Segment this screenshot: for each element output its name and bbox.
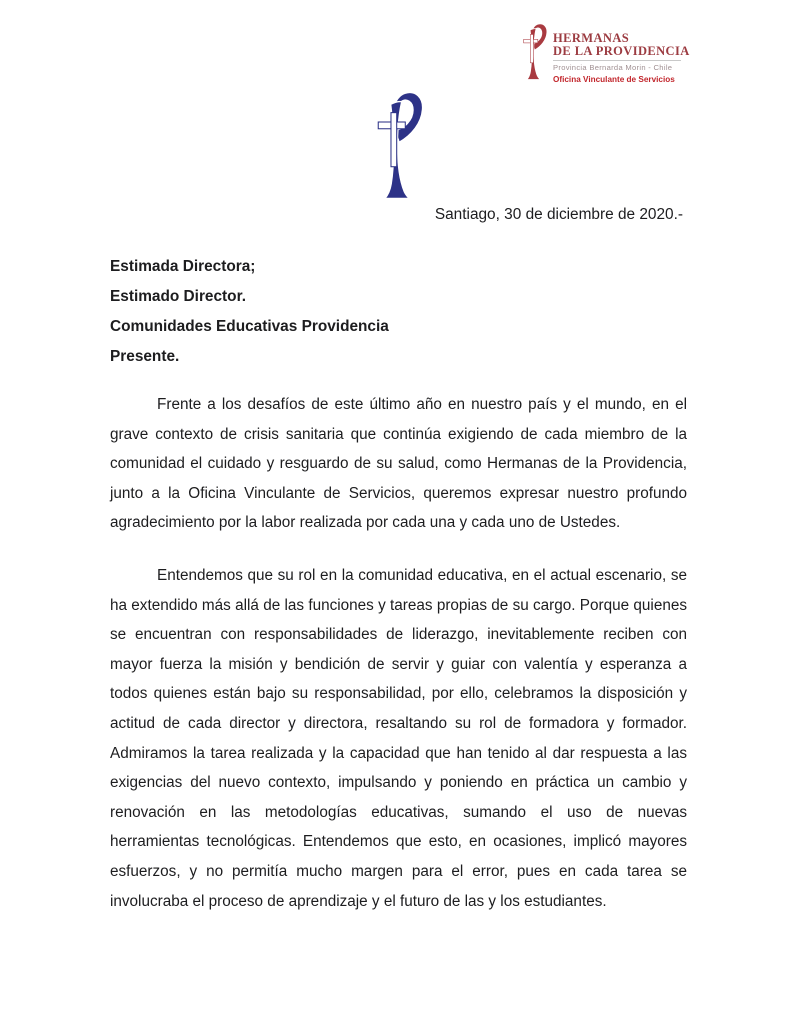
letterhead-brand bbox=[520, 23, 690, 85]
recipient-block bbox=[110, 252, 687, 372]
letter-body bbox=[110, 390, 687, 939]
body-paragraph: Entendemos que su rol en la comunidad educativa, en el actual escenario, se ha extendido más allá de las funciones y tareas propias de su cargo. Porque quienes se encuentran con responsabilidades de liderazgo, inevitablemente reciben con mayor fuerza la misión y bendición de servir y guiar con valentía y esperanza a todos quienes están bajo su responsabilidad, por ello, celebramos la disposición y actitud de cada director y directora, resaltando su rol de formadora y formador. Admiramos la tarea realizada y la capacidad que han tenido al dar respuesta a las exigencias del nuevo contexto, impulsando y poniendo en práctica un cambio y renovación en las metodologías educativas, sumando el uso de nuevas herramientas tecnológicas. Entendemos que esto, en ocasiones, implicó mayores esfuerzos, y no permitía mucho margen para el error, pues en cada tarea se involucraba el proceso de aprendizaje y el futuro de las y los estudiantes. bbox=[110, 566, 687, 910]
providencia-p-cross-icon-blue bbox=[372, 90, 424, 206]
brand-office-label: Oficina Vinculante de Servicios bbox=[553, 75, 675, 84]
recipient-line: Estimado Director. bbox=[110, 288, 246, 305]
recipient-line: Estimada Directora; bbox=[110, 258, 256, 275]
recipient-line: Comunidades Educativas Providencia bbox=[110, 318, 389, 335]
body-paragraph: Frente a los desafíos de este último año en nuestro país y el mundo, en el grave contexto de crisis sanitaria que continúa exigiendo de cada miembro de la comunidad el cuidado y resguardo de su salud, como Hermanas de la Providencia, junto a la Oficina Vinculante de Servicios, queremos expresar nuestro profundo agradecimiento por la labor realizada por cada una y cada uno de Ustedes. bbox=[110, 396, 687, 532]
brand-divider bbox=[553, 60, 681, 61]
brand-name-line2: DE LA PROVIDENCIA bbox=[553, 44, 690, 58]
brand-name-line1: HERMANAS bbox=[553, 31, 630, 45]
providencia-p-cross-icon-red bbox=[520, 23, 548, 83]
brand-text-block bbox=[553, 23, 690, 85]
recipient-line: Presente. bbox=[110, 348, 180, 365]
date-line: Santiago, 30 de diciembre de 2020.- bbox=[434, 206, 683, 223]
brand-province-subtitle: Provincia Bernarda Morin - Chile bbox=[553, 63, 673, 72]
